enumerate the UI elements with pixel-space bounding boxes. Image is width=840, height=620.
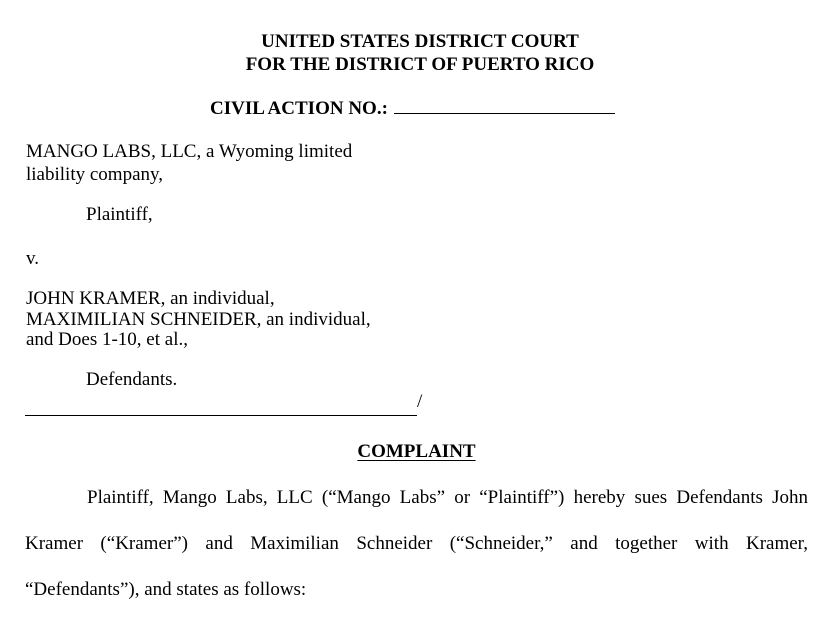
versus-label: v.	[26, 248, 40, 269]
defendant-role: Defendants.	[86, 369, 178, 390]
plaintiff-name-line1: MANGO LABS, LLC, a Wyoming limited	[26, 141, 353, 162]
plaintiff-name-line2: liability company,	[26, 164, 164, 185]
civil-action-number	[210, 96, 615, 118]
defendant-line3: and Does 1-10, et al.,	[26, 329, 188, 350]
plaintiff-role: Plaintiff,	[86, 204, 153, 225]
complaint-body-line2: Kramer (“Kramer”) and Maximilian Schneider (“Schneider,” and together with Kramer,	[25, 533, 808, 554]
caption-rule	[25, 415, 417, 416]
caption-slash: /	[417, 391, 423, 412]
complaint-body-line1: Plaintiff, Mango Labs, LLC (“Mango Labs” or “Plaintiff”) hereby sues Defendants John	[87, 487, 808, 508]
civil-action-label: CIVIL ACTION NO.:	[210, 98, 388, 119]
court-name-line2: FOR THE DISTRICT OF PUERTO RICO	[245, 54, 595, 75]
complaint-title-text: COMPLAINT	[357, 441, 476, 462]
defendant-line2: MAXIMILIAN SCHNEIDER, an individual,	[26, 309, 371, 330]
civil-action-number-blank	[394, 96, 615, 114]
defendant-line1: JOHN KRAMER, an individual,	[26, 288, 275, 309]
court-name-line1: UNITED STATES DISTRICT COURT	[261, 31, 579, 52]
complaint-body-line3: “Defendants”), and states as follows:	[25, 579, 307, 600]
complaint-title	[0, 442, 833, 461]
